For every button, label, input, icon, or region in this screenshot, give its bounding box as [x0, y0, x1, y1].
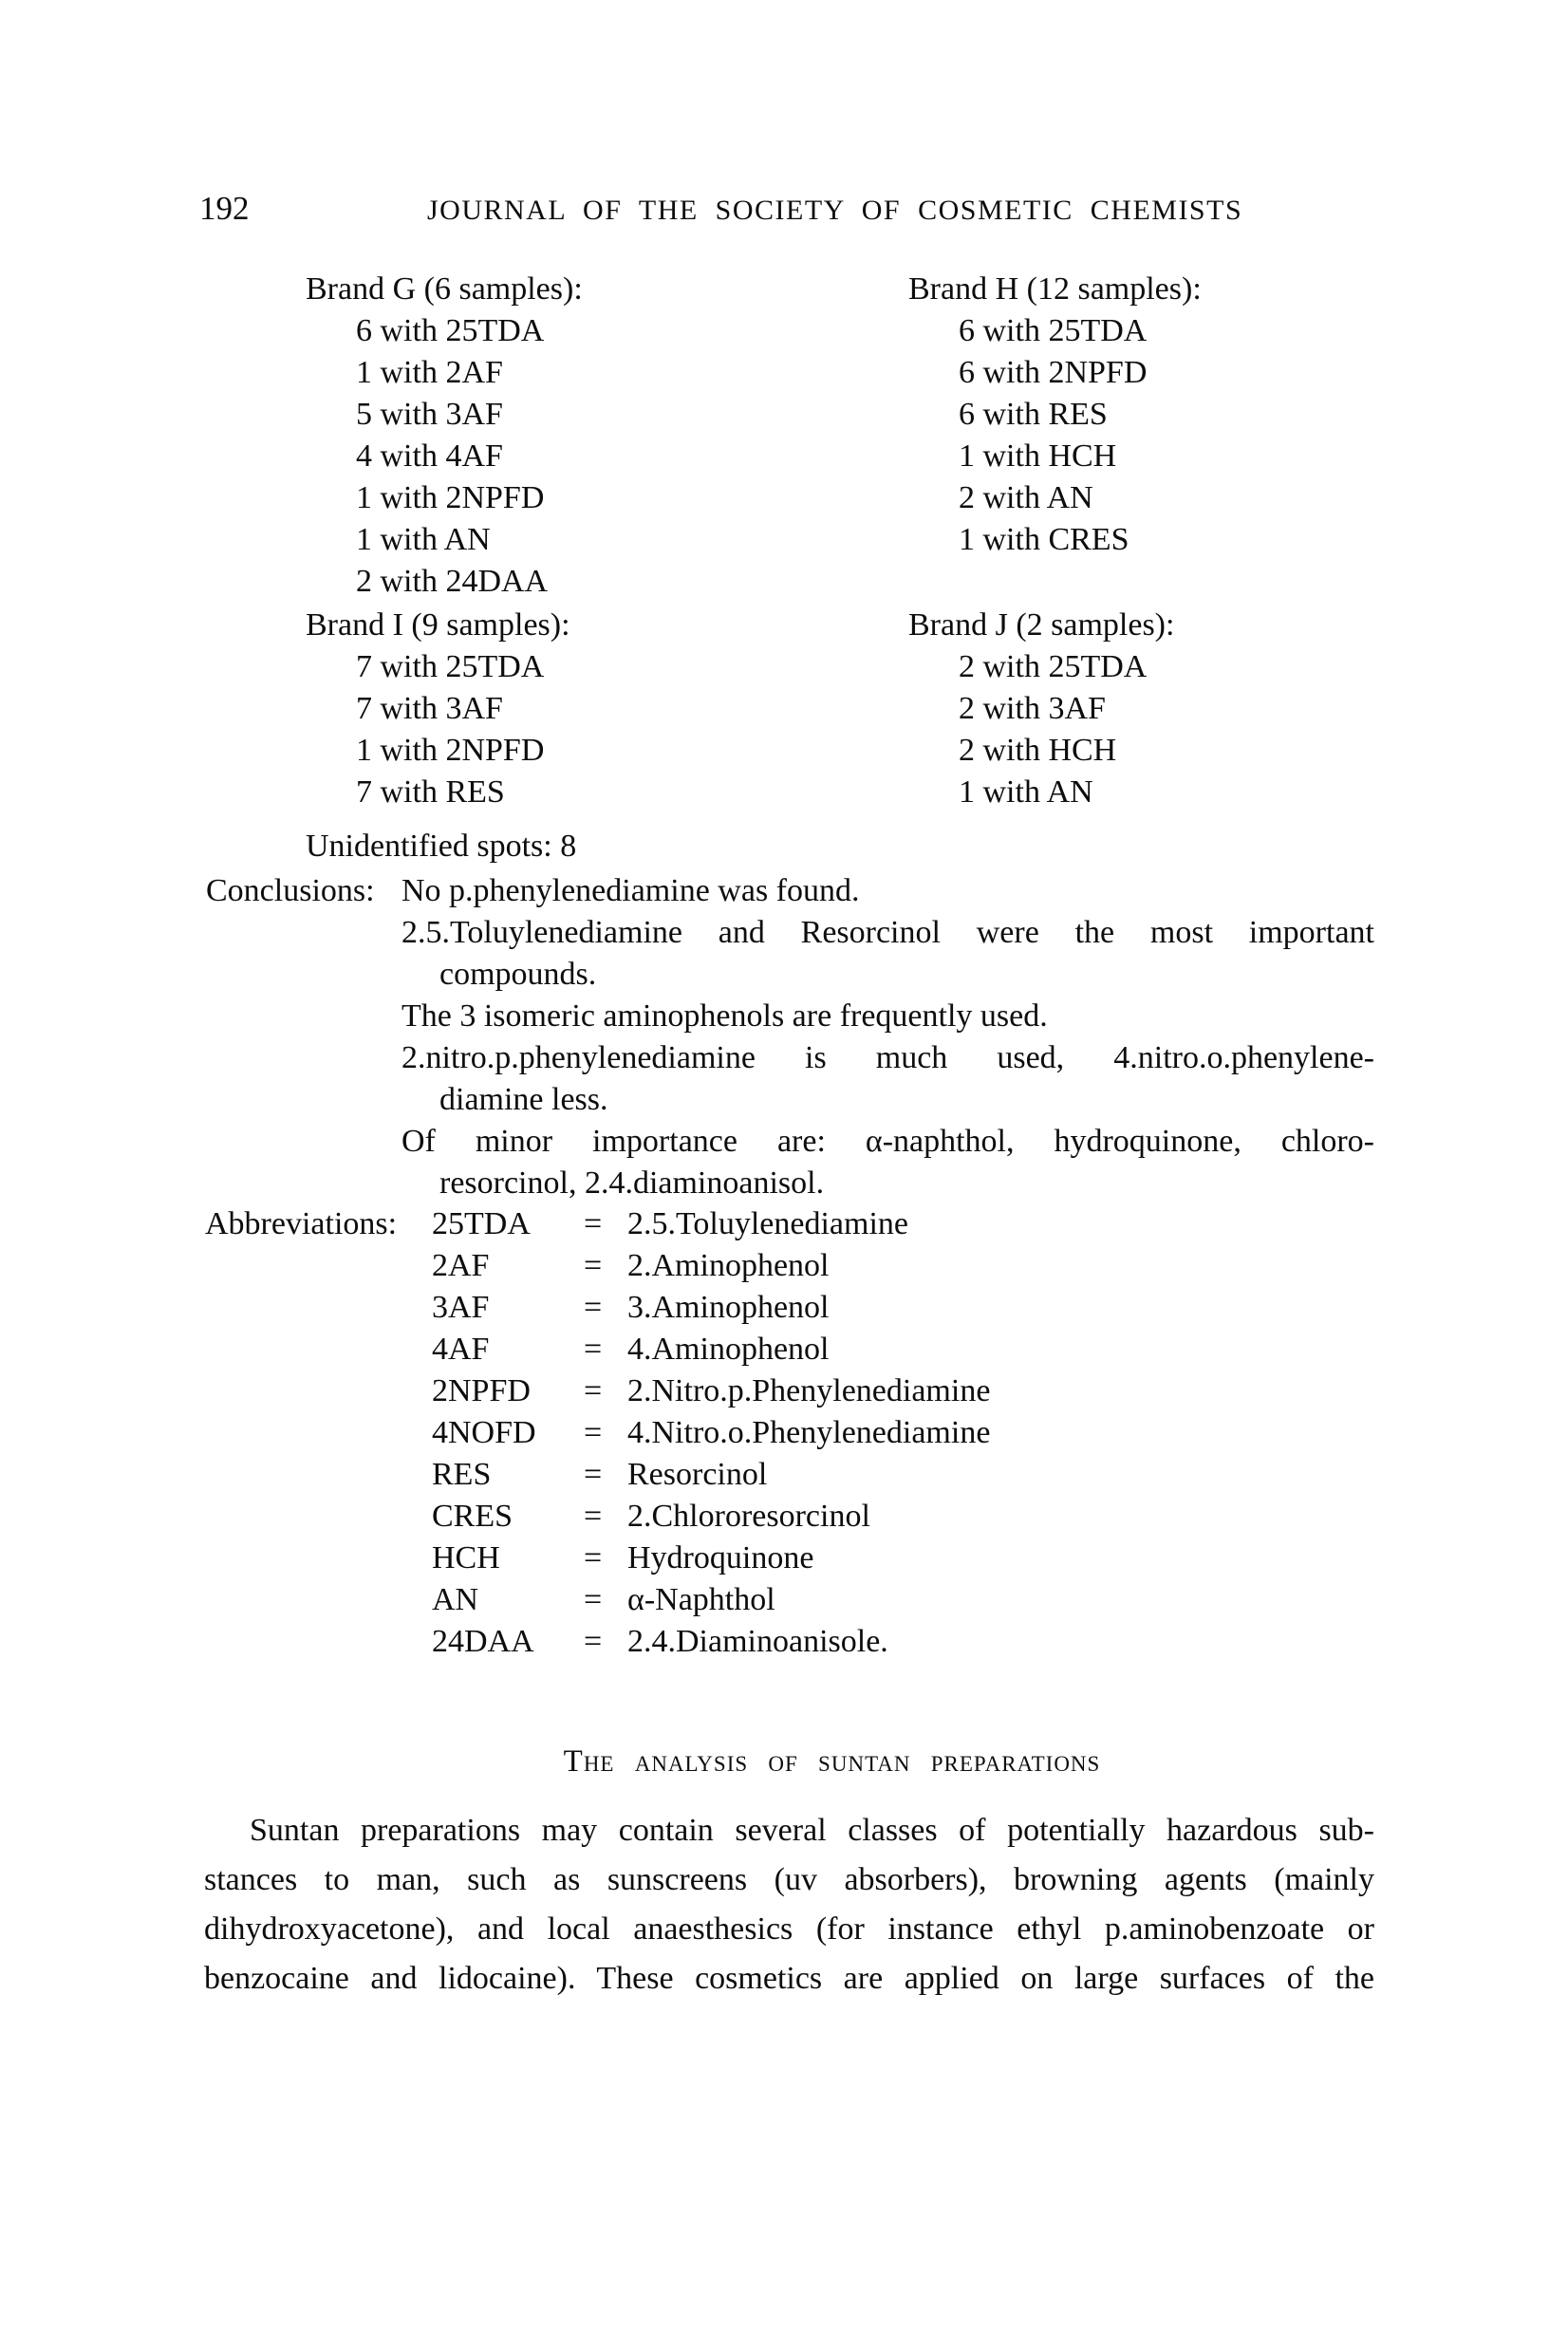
brand-i-item: 1 with 2NPFD [356, 733, 545, 768]
brand-h-title: Brand H (12 samples): [908, 271, 1202, 307]
conclusion-line: 2.nitro.p.phenylenediamine is much used, 4.nitro.o.phenylene- [401, 1040, 1374, 1075]
page-number: 192 [199, 190, 250, 227]
paragraph-line: benzocaine and lidocaine). These cosmetics are applied on large surfaces of the [204, 1961, 1374, 1996]
body-paragraph [204, 1806, 1374, 2004]
brand-g-item: 1 with 2NPFD [356, 480, 545, 515]
brand-j-item: 1 with AN [959, 774, 1093, 810]
section-heading: The analysis of suntan preparations [563, 1744, 1101, 1779]
abbrev-code: RES [432, 1457, 492, 1492]
abbreviations-table [432, 1203, 990, 1663]
abbrev-code: 24DAA [432, 1624, 534, 1659]
equals-sign: = [584, 1248, 603, 1283]
unidentified-spots: Unidentified spots: 8 [306, 829, 577, 864]
abbrev-row [432, 1454, 990, 1496]
brand-i-item: 7 with 3AF [356, 691, 503, 726]
abbrev-code: 25TDA [432, 1206, 531, 1241]
abbrev-definition: 2.Chlororesorcinol [627, 1499, 870, 1534]
abbreviations-label: Abbreviations: [205, 1206, 398, 1241]
brand-j-item: 2 with 3AF [959, 691, 1106, 726]
conclusion-line: compounds. [439, 957, 597, 992]
abbrev-definition: 4.Aminophenol [627, 1332, 830, 1367]
equals-sign: = [584, 1540, 603, 1575]
brand-h-item: 1 with CRES [959, 522, 1129, 557]
abbrev-row [432, 1287, 990, 1329]
equals-sign: = [584, 1582, 603, 1617]
abbrev-code: 3AF [432, 1290, 490, 1325]
brand-g-item: 1 with AN [356, 522, 491, 557]
equals-sign: = [584, 1206, 603, 1241]
abbrev-code: HCH [432, 1540, 500, 1575]
brand-h-item: 2 with AN [959, 480, 1093, 515]
abbrev-definition: Resorcinol [627, 1457, 768, 1492]
brand-h-block [908, 269, 1202, 561]
abbrev-row [432, 1329, 990, 1370]
equals-sign: = [584, 1290, 603, 1325]
abbrev-definition: 2.Nitro.p.Phenylenediamine [627, 1373, 991, 1408]
abbrev-code: AN [432, 1582, 479, 1617]
abbrev-definition: 2.4.Diaminoanisole. [627, 1624, 888, 1659]
brand-j-item: 2 with 25TDA [959, 649, 1148, 684]
brand-g-item: 1 with 2AF [356, 355, 503, 390]
brand-i-block [306, 605, 570, 813]
abbrev-definition: 4.Nitro.o.Phenylenediamine [627, 1415, 991, 1450]
brand-g-item: 2 with 24DAA [356, 564, 549, 599]
brand-g-block [306, 269, 583, 603]
abbrev-row [432, 1621, 990, 1663]
brand-h-item: 6 with 2NPFD [959, 355, 1148, 390]
conclusion-line: resorcinol, 2.4.diaminoanisol. [439, 1165, 825, 1201]
brand-g-item: 6 with 25TDA [356, 313, 545, 348]
paragraph-line: stances to man, such as sunscreens (uv absorbers), browning agents (mainly [204, 1862, 1374, 1897]
abbrev-definition: α-Naphthol [627, 1582, 775, 1617]
abbrev-row [432, 1412, 990, 1454]
brand-j-block [908, 605, 1174, 813]
brand-i-item: 7 with 25TDA [356, 649, 545, 684]
brand-h-item: 6 with 25TDA [959, 313, 1148, 348]
abbrev-definition: 2.5.Toluylenediamine [627, 1206, 908, 1241]
paragraph-line: dihydroxyacetone), and local anaesthesics (for instance ethyl p.aminobenzoate or [204, 1911, 1374, 1947]
conclusion-line: 2.5.Toluylenediamine and Resorcinol were the most important [401, 915, 1374, 950]
brand-j-title: Brand J (2 samples): [908, 607, 1175, 643]
abbrev-code: 2AF [432, 1248, 490, 1283]
journal-title: JOURNAL OF THE SOCIETY OF COSMETIC CHEMISTS [427, 195, 1243, 226]
abbrev-row [432, 1203, 990, 1245]
abbrev-definition: 3.Aminophenol [627, 1290, 830, 1325]
equals-sign: = [584, 1457, 603, 1492]
conclusion-line: diamine less. [439, 1082, 608, 1117]
equals-sign: = [584, 1415, 603, 1450]
equals-sign: = [584, 1624, 603, 1659]
abbrev-code: 4AF [432, 1332, 490, 1367]
equals-sign: = [584, 1373, 603, 1408]
conclusion-line: Of minor importance are: α-naphthol, hydroquinone, chloro- [401, 1124, 1374, 1159]
conclusions-label: Conclusions: [206, 873, 375, 908]
brand-g-title: Brand G (6 samples): [306, 271, 583, 307]
equals-sign: = [584, 1332, 603, 1367]
abbrev-definition: 2.Aminophenol [627, 1248, 830, 1283]
conclusion-line: The 3 isomeric aminophenols are frequently used. [401, 998, 1048, 1034]
brand-h-item: 1 with HCH [959, 438, 1117, 474]
brand-j-item: 2 with HCH [959, 733, 1117, 768]
abbrev-row [432, 1245, 990, 1287]
equals-sign: = [584, 1499, 603, 1534]
abbrev-row [432, 1538, 990, 1579]
brand-g-item: 4 with 4AF [356, 438, 503, 474]
conclusions-body [401, 870, 1374, 1204]
abbrev-row [432, 1496, 990, 1538]
brand-h-item: 6 with RES [959, 397, 1108, 432]
brand-i-item: 7 with RES [356, 774, 505, 810]
abbrev-code: 2NPFD [432, 1373, 531, 1408]
abbrev-row [432, 1579, 990, 1621]
brand-g-item: 5 with 3AF [356, 397, 503, 432]
abbrev-code: CRES [432, 1499, 513, 1534]
brand-i-title: Brand I (9 samples): [306, 607, 570, 643]
conclusion-line: No p.phenylenediamine was found. [401, 873, 860, 908]
abbrev-row [432, 1370, 990, 1412]
abbrev-definition: Hydroquinone [627, 1540, 814, 1575]
paragraph-line: Suntan preparations may contain several classes of potentially hazardous sub- [250, 1813, 1374, 1848]
abbrev-code: 4NOFD [432, 1415, 536, 1450]
